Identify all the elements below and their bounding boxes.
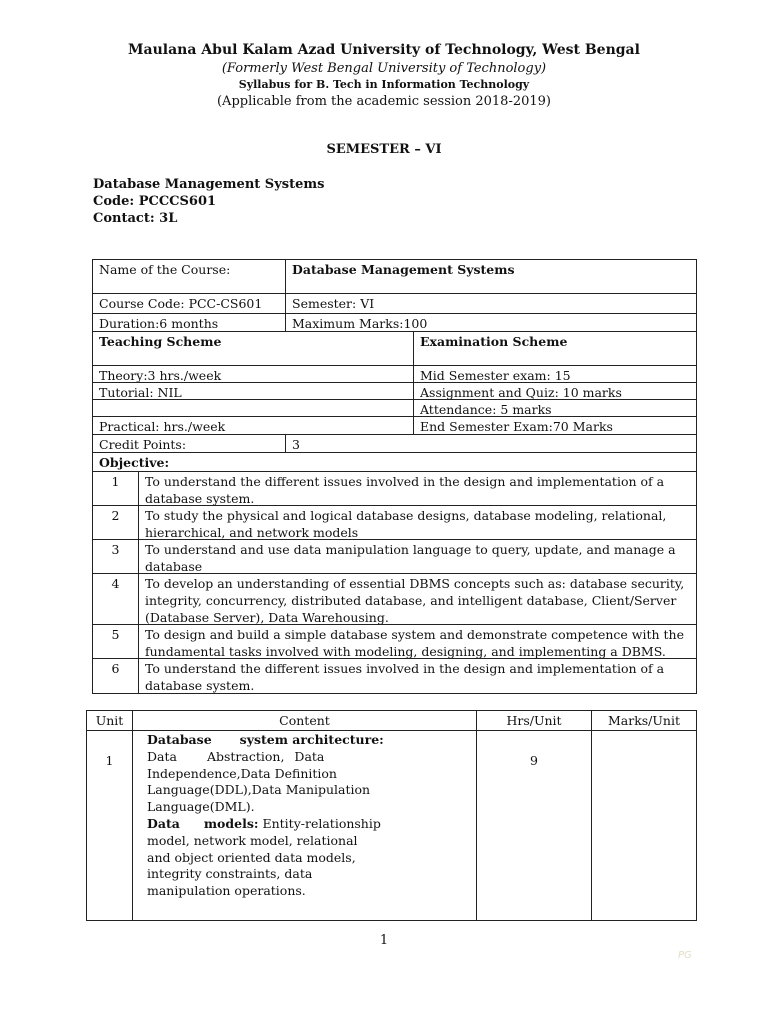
hrs-value: 9 bbox=[530, 753, 538, 768]
objective-number: 4 bbox=[111, 576, 120, 591]
objective-number-cell bbox=[92, 539, 139, 574]
page-number: 1 bbox=[379, 933, 389, 948]
duration-label: Duration:6 months bbox=[99, 316, 219, 331]
assignment-cell bbox=[413, 382, 697, 400]
objective-text-line: To design and build a simple database system and demonstrate competence with the bbox=[145, 627, 684, 642]
heading-word: system architecture: bbox=[239, 732, 384, 747]
watermark: PG bbox=[678, 950, 692, 961]
content-word: Entity-relationship bbox=[262, 815, 381, 831]
credit-value-cell bbox=[285, 434, 697, 453]
practical-cell bbox=[92, 416, 414, 435]
mid-sem-label: Mid Semester exam: 15 bbox=[420, 368, 571, 383]
objective-number: 3 bbox=[111, 542, 120, 557]
formerly-name: (Formerly West Bengal University of Technology) bbox=[221, 61, 547, 76]
objective-number-cell bbox=[92, 471, 139, 506]
content-line: Language(DML). bbox=[147, 799, 255, 815]
course-title: Database Management Systems bbox=[93, 177, 325, 192]
credit-label-cell bbox=[92, 434, 286, 453]
tutorial-label: Tutorial: NIL bbox=[99, 385, 182, 400]
objective-number: 2 bbox=[111, 508, 120, 523]
objective-number-cell bbox=[92, 505, 139, 540]
name-value-cell bbox=[285, 259, 697, 294]
marks-header: Marks/Unit bbox=[607, 713, 681, 728]
objective-text-line: fundamental tasks involved with modeling, designing, and implementing a DBMS. bbox=[145, 644, 666, 659]
teaching-scheme-label: Teaching Scheme bbox=[99, 334, 222, 349]
marks-value-cell bbox=[591, 730, 697, 921]
course-code-label: Course Code: PCC-CS601 bbox=[99, 296, 263, 311]
content-line: and object oriented data models, bbox=[147, 849, 356, 865]
course-code-cell bbox=[92, 293, 286, 314]
content-line: Language(DDL),Data Manipulation bbox=[147, 782, 371, 798]
university-name: Maulana Abul Kalam Azad University of Technology, West Bengal bbox=[128, 42, 640, 58]
objective-text-line: (Database Server), Data Warehousing. bbox=[145, 610, 389, 625]
heading-word: models: bbox=[203, 815, 259, 831]
objective-number: 1 bbox=[111, 474, 120, 489]
objective-text-cell bbox=[138, 505, 697, 540]
unit-content-cell bbox=[132, 730, 477, 921]
end-sem-label: End Semester Exam:70 Marks bbox=[420, 419, 613, 434]
hrs-header-cell bbox=[476, 710, 592, 731]
content-word: Data bbox=[294, 748, 325, 764]
teaching-scheme-cell bbox=[92, 331, 414, 366]
credit-label: Credit Points: bbox=[99, 437, 187, 452]
objective-text-line: database bbox=[145, 559, 203, 574]
objective-number-cell bbox=[92, 624, 139, 659]
objective-text-line: To develop an understanding of essential DBMS concepts such as: database security, bbox=[145, 576, 685, 591]
content-line: Independence,Data Definition bbox=[147, 765, 337, 781]
semester-cell bbox=[285, 293, 697, 314]
objective-text-cell bbox=[138, 624, 697, 659]
duration-cell bbox=[92, 313, 286, 332]
mid-sem-cell bbox=[413, 365, 697, 383]
objective-text-line: integrity, concurrency, distributed database, and intelligent database, Client/Server bbox=[145, 593, 677, 608]
exam-scheme-label: Examination Scheme bbox=[420, 334, 568, 349]
objective-number: 6 bbox=[111, 661, 120, 676]
unit-header-cell bbox=[86, 710, 133, 731]
theory-cell bbox=[92, 365, 414, 383]
unit-number: 1 bbox=[105, 753, 114, 768]
semester-label: Semester: VI bbox=[292, 296, 375, 311]
objective-header-cell bbox=[92, 452, 697, 472]
course-contact: Contact: 3L bbox=[93, 211, 178, 226]
applicable-session: (Applicable from the academic session 2018-2019) bbox=[216, 94, 551, 109]
heading-word: Data bbox=[147, 815, 180, 831]
content-line bbox=[147, 749, 462, 766]
course-code: Code: PCCCS601 bbox=[93, 194, 217, 209]
content-heading-architecture bbox=[147, 732, 462, 749]
name-label-cell bbox=[92, 259, 286, 294]
attendance-cell bbox=[413, 399, 697, 417]
theory-label: Theory:3 hrs./week bbox=[99, 368, 222, 383]
objective-text-cell bbox=[138, 539, 697, 574]
content-heading-models bbox=[147, 816, 462, 833]
max-marks-label: Maximum Marks:100 bbox=[292, 316, 428, 331]
unit-header: Unit bbox=[95, 713, 124, 728]
objective-text-cell bbox=[138, 658, 697, 694]
hrs-header: Hrs/Unit bbox=[506, 713, 562, 728]
objective-text-line: To understand the different issues involved in the design and implementation of a bbox=[145, 474, 665, 489]
heading-word: Database bbox=[147, 732, 212, 747]
practical-label: Practical: hrs./week bbox=[99, 419, 226, 434]
objective-text-line: To understand and use data manipulation language to query, update, and manage a bbox=[145, 542, 676, 557]
objective-number-cell bbox=[92, 658, 139, 694]
content-line: integrity constraints, data bbox=[147, 866, 313, 882]
objective-label: Objective: bbox=[99, 455, 170, 470]
content-word: Abstraction, bbox=[206, 748, 285, 764]
name-value: Database Management Systems bbox=[292, 262, 515, 277]
objective-text-line: database system. bbox=[145, 678, 255, 693]
content-header-cell bbox=[132, 710, 477, 731]
content-line: model, network model, relational bbox=[147, 832, 358, 848]
assignment-label: Assignment and Quiz: 10 marks bbox=[420, 385, 622, 400]
content-line: manipulation operations. bbox=[147, 883, 306, 899]
marks-header-cell bbox=[591, 710, 697, 731]
max-marks-cell bbox=[285, 313, 697, 332]
end-sem-cell bbox=[413, 416, 697, 435]
objective-text-line: To study the physical and logical database designs, database modeling, relational, bbox=[145, 508, 667, 523]
name-label: Name of the Course: bbox=[99, 262, 231, 277]
objective-text-line: hierarchical, and network models bbox=[145, 525, 359, 540]
objective-number-cell bbox=[92, 573, 139, 625]
empty-cell bbox=[92, 399, 414, 417]
semester-heading: SEMESTER – VI bbox=[326, 142, 442, 157]
tutorial-cell bbox=[92, 382, 414, 400]
course-heading-block bbox=[93, 176, 324, 227]
objective-text-cell bbox=[138, 471, 697, 506]
exam-scheme-cell bbox=[413, 331, 697, 366]
syllabus-title: Syllabus for B. Tech in Information Technology bbox=[238, 78, 530, 91]
objective-text-cell bbox=[138, 573, 697, 625]
unit-number-cell bbox=[86, 730, 133, 921]
objective-text-line: database system. bbox=[145, 491, 255, 506]
objective-number: 5 bbox=[111, 627, 120, 642]
content-header: Content bbox=[279, 713, 330, 728]
credit-value: 3 bbox=[292, 437, 300, 452]
objective-text-line: To understand the different issues involved in the design and implementation of a bbox=[145, 661, 665, 676]
attendance-label: Attendance: 5 marks bbox=[420, 402, 552, 417]
hrs-value-cell bbox=[476, 730, 592, 921]
content-word: Data bbox=[147, 748, 177, 764]
